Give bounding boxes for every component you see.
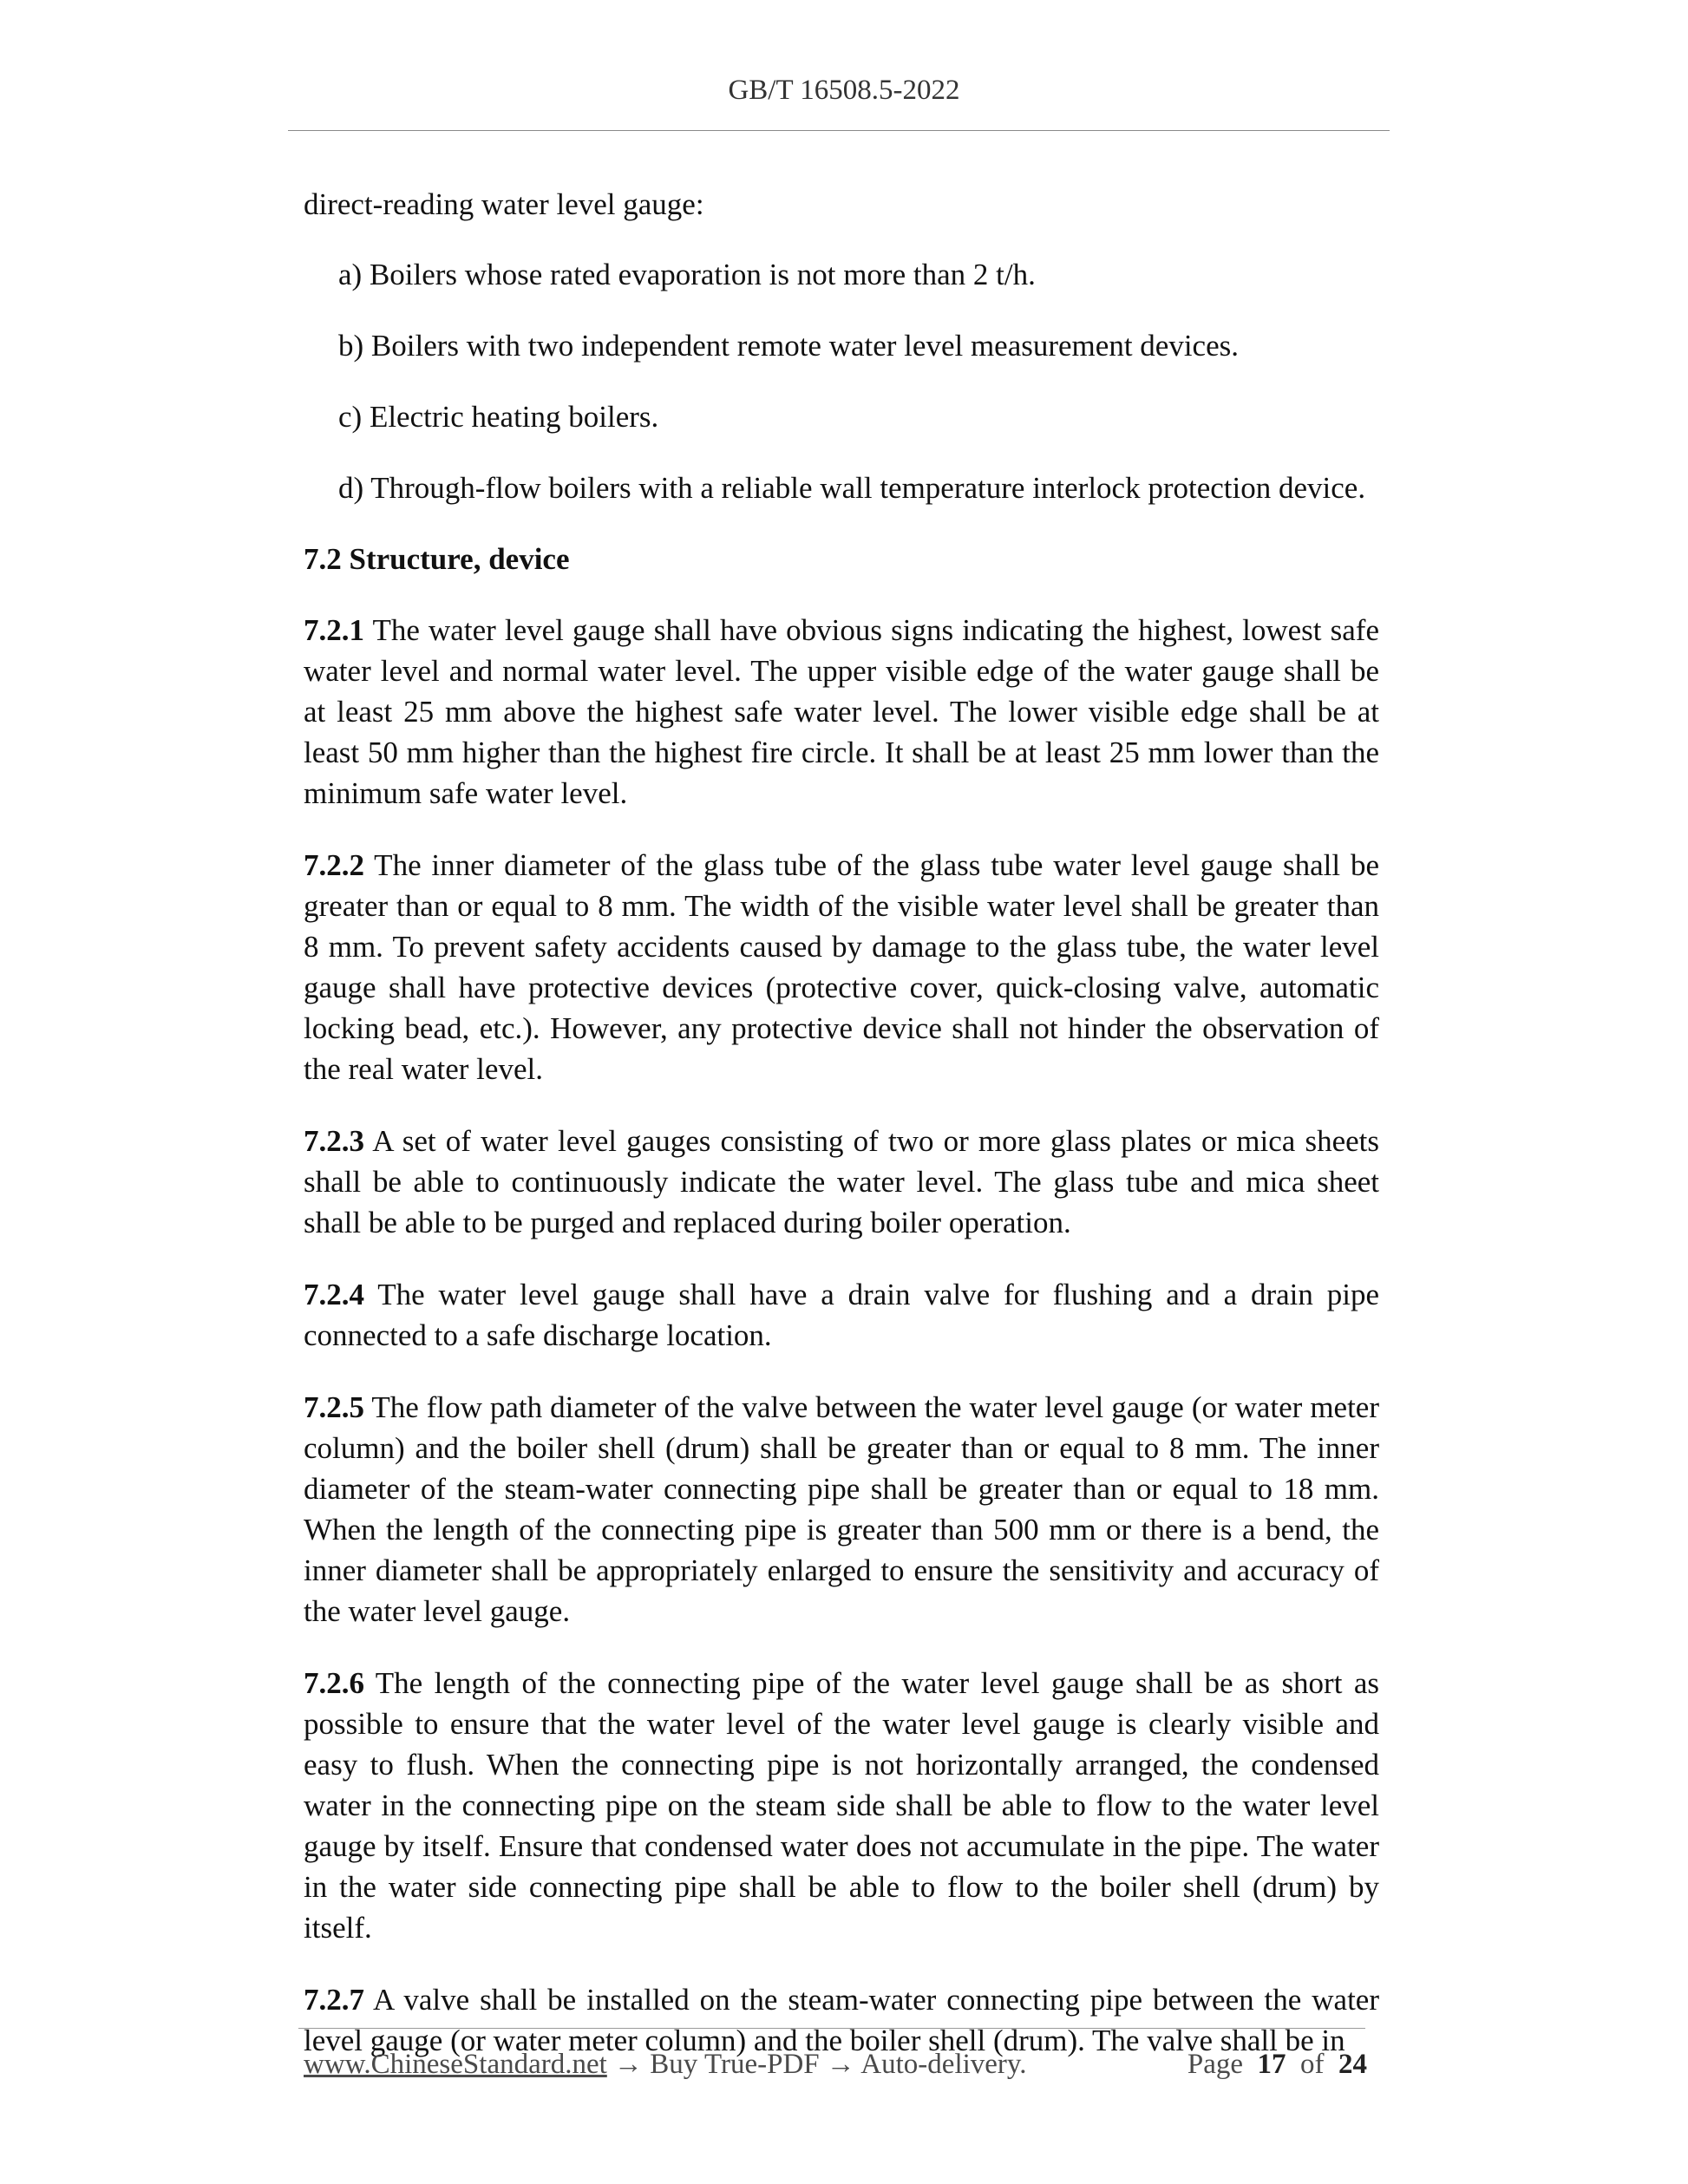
clause-text: The water level gauge shall have a drain valve for flushing and a drain pipe connected to a safe discharge location. (304, 1278, 1379, 1352)
clause-7-2-4 (304, 1274, 1379, 1356)
clause-7-2-3 (304, 1121, 1379, 1243)
header-divider (288, 130, 1390, 131)
clause-number: 7.2.3 (304, 1124, 364, 1158)
list-item-b: b) Boilers with two independent remote water level measurement devices. (338, 329, 1239, 363)
footer-left (304, 2049, 1027, 2081)
clause-number: 7.2.4 (304, 1278, 364, 1311)
clause-number: 7.2.1 (304, 613, 364, 647)
clause-7-2-2 (304, 845, 1379, 1089)
clause-7-2-5 (304, 1387, 1379, 1631)
page-body (304, 184, 1379, 2092)
clause-number: 7.2.5 (304, 1390, 364, 1424)
clause-text: A set of water level gauges consisting of two or more glass plates or mica sheets shall be able to continuously indicate the water level. The glass tube and mica sheet shall be able to be purged and replaced during boiler operation. (304, 1124, 1379, 1239)
section-heading: 7.2 Structure, device (304, 542, 570, 576)
clause-number: 7.2.6 (304, 1666, 364, 1700)
page-indicator (1187, 2049, 1367, 2081)
of-label: of (1300, 2049, 1325, 2080)
page-label: Page (1187, 2049, 1243, 2080)
total-pages: 24 (1338, 2049, 1367, 2080)
footer-divider (298, 2028, 1365, 2029)
clause-7-2-1 (304, 610, 1379, 814)
intro-line: direct-reading water level gauge: (304, 187, 704, 221)
list-item-a: a) Boilers whose rated evaporation is not more than 2 t/h. (338, 258, 1036, 291)
clause-text: A valve shall be installed on the steam-water connecting pipe between the water level gauge (or water meter column) and the boiler shell (drum). The valve shall be in (304, 1983, 1379, 2057)
list-item-d: d) Through-flow boilers with a reliable wall temperature interlock protection device. (338, 471, 1366, 505)
list-item-c: c) Electric heating boilers. (338, 400, 659, 434)
clause-text: The water level gauge shall have obvious signs indicating the highest, lowest safe water level and normal water level. The upper visible edge of the water gauge shall be at least 25 mm above the highest safe water level. The lower visible edge shall be at least 50 mm higher than the highest fire circle. It shall be at least 25 mm lower than the minimum safe water level. (304, 613, 1379, 810)
clause-number: 7.2.2 (304, 848, 364, 882)
chinesestandard-link[interactable]: www.ChineseStandard.net (304, 2049, 607, 2080)
clause-text: The length of the connecting pipe of the water level gauge shall be as short as possible to ensure that the water level of the water level gauge is clearly visible and easy to flush. When the connecting pipe is not horizontally arranged, the condensed water in the connecting pipe on the steam side shall be able to flow to the water level gauge by itself. Ensure that condensed water does not accumulate in the pipe. The water in the water side connecting pipe shall be able to flow to the boiler shell (drum) by itself. (304, 1666, 1379, 1945)
clause-7-2-6 (304, 1663, 1379, 1948)
page-number: 17 (1257, 2049, 1286, 2080)
page-footer (304, 2049, 1367, 2081)
header-title: GB/T 16508.5-2022 (728, 75, 960, 106)
clause-text: The flow path diameter of the valve between the water level gauge (or water meter column) and the boiler shell (drum) shall be greater than or equal to 8 mm. The inner diameter of the steam-water connecting pipe shall be greater than or equal to 18 mm. When the length of the connecting pipe is greater than 500 mm or there is a bend, the inner diameter shall be appropriately enlarged to ensure the sensitivity and accuracy of the water level gauge. (304, 1390, 1379, 1628)
clause-text: The inner diameter of the glass tube of the glass tube water level gauge shall be greater than or equal to 8 mm. The width of the visible water level shall be greater than 8 mm. To prevent safety accidents caused by damage to the glass tube, the water level gauge shall have protective devices (protective cover, quick-closing valve, automatic locking bead, etc.). However, any protective device shall not hinder the observation of the real water level. (304, 848, 1379, 1086)
clause-number: 7.2.7 (304, 1983, 364, 2017)
footer-tagline: → Buy True-PDF → Auto-delivery. (606, 2049, 1027, 2080)
running-header (0, 75, 1688, 107)
